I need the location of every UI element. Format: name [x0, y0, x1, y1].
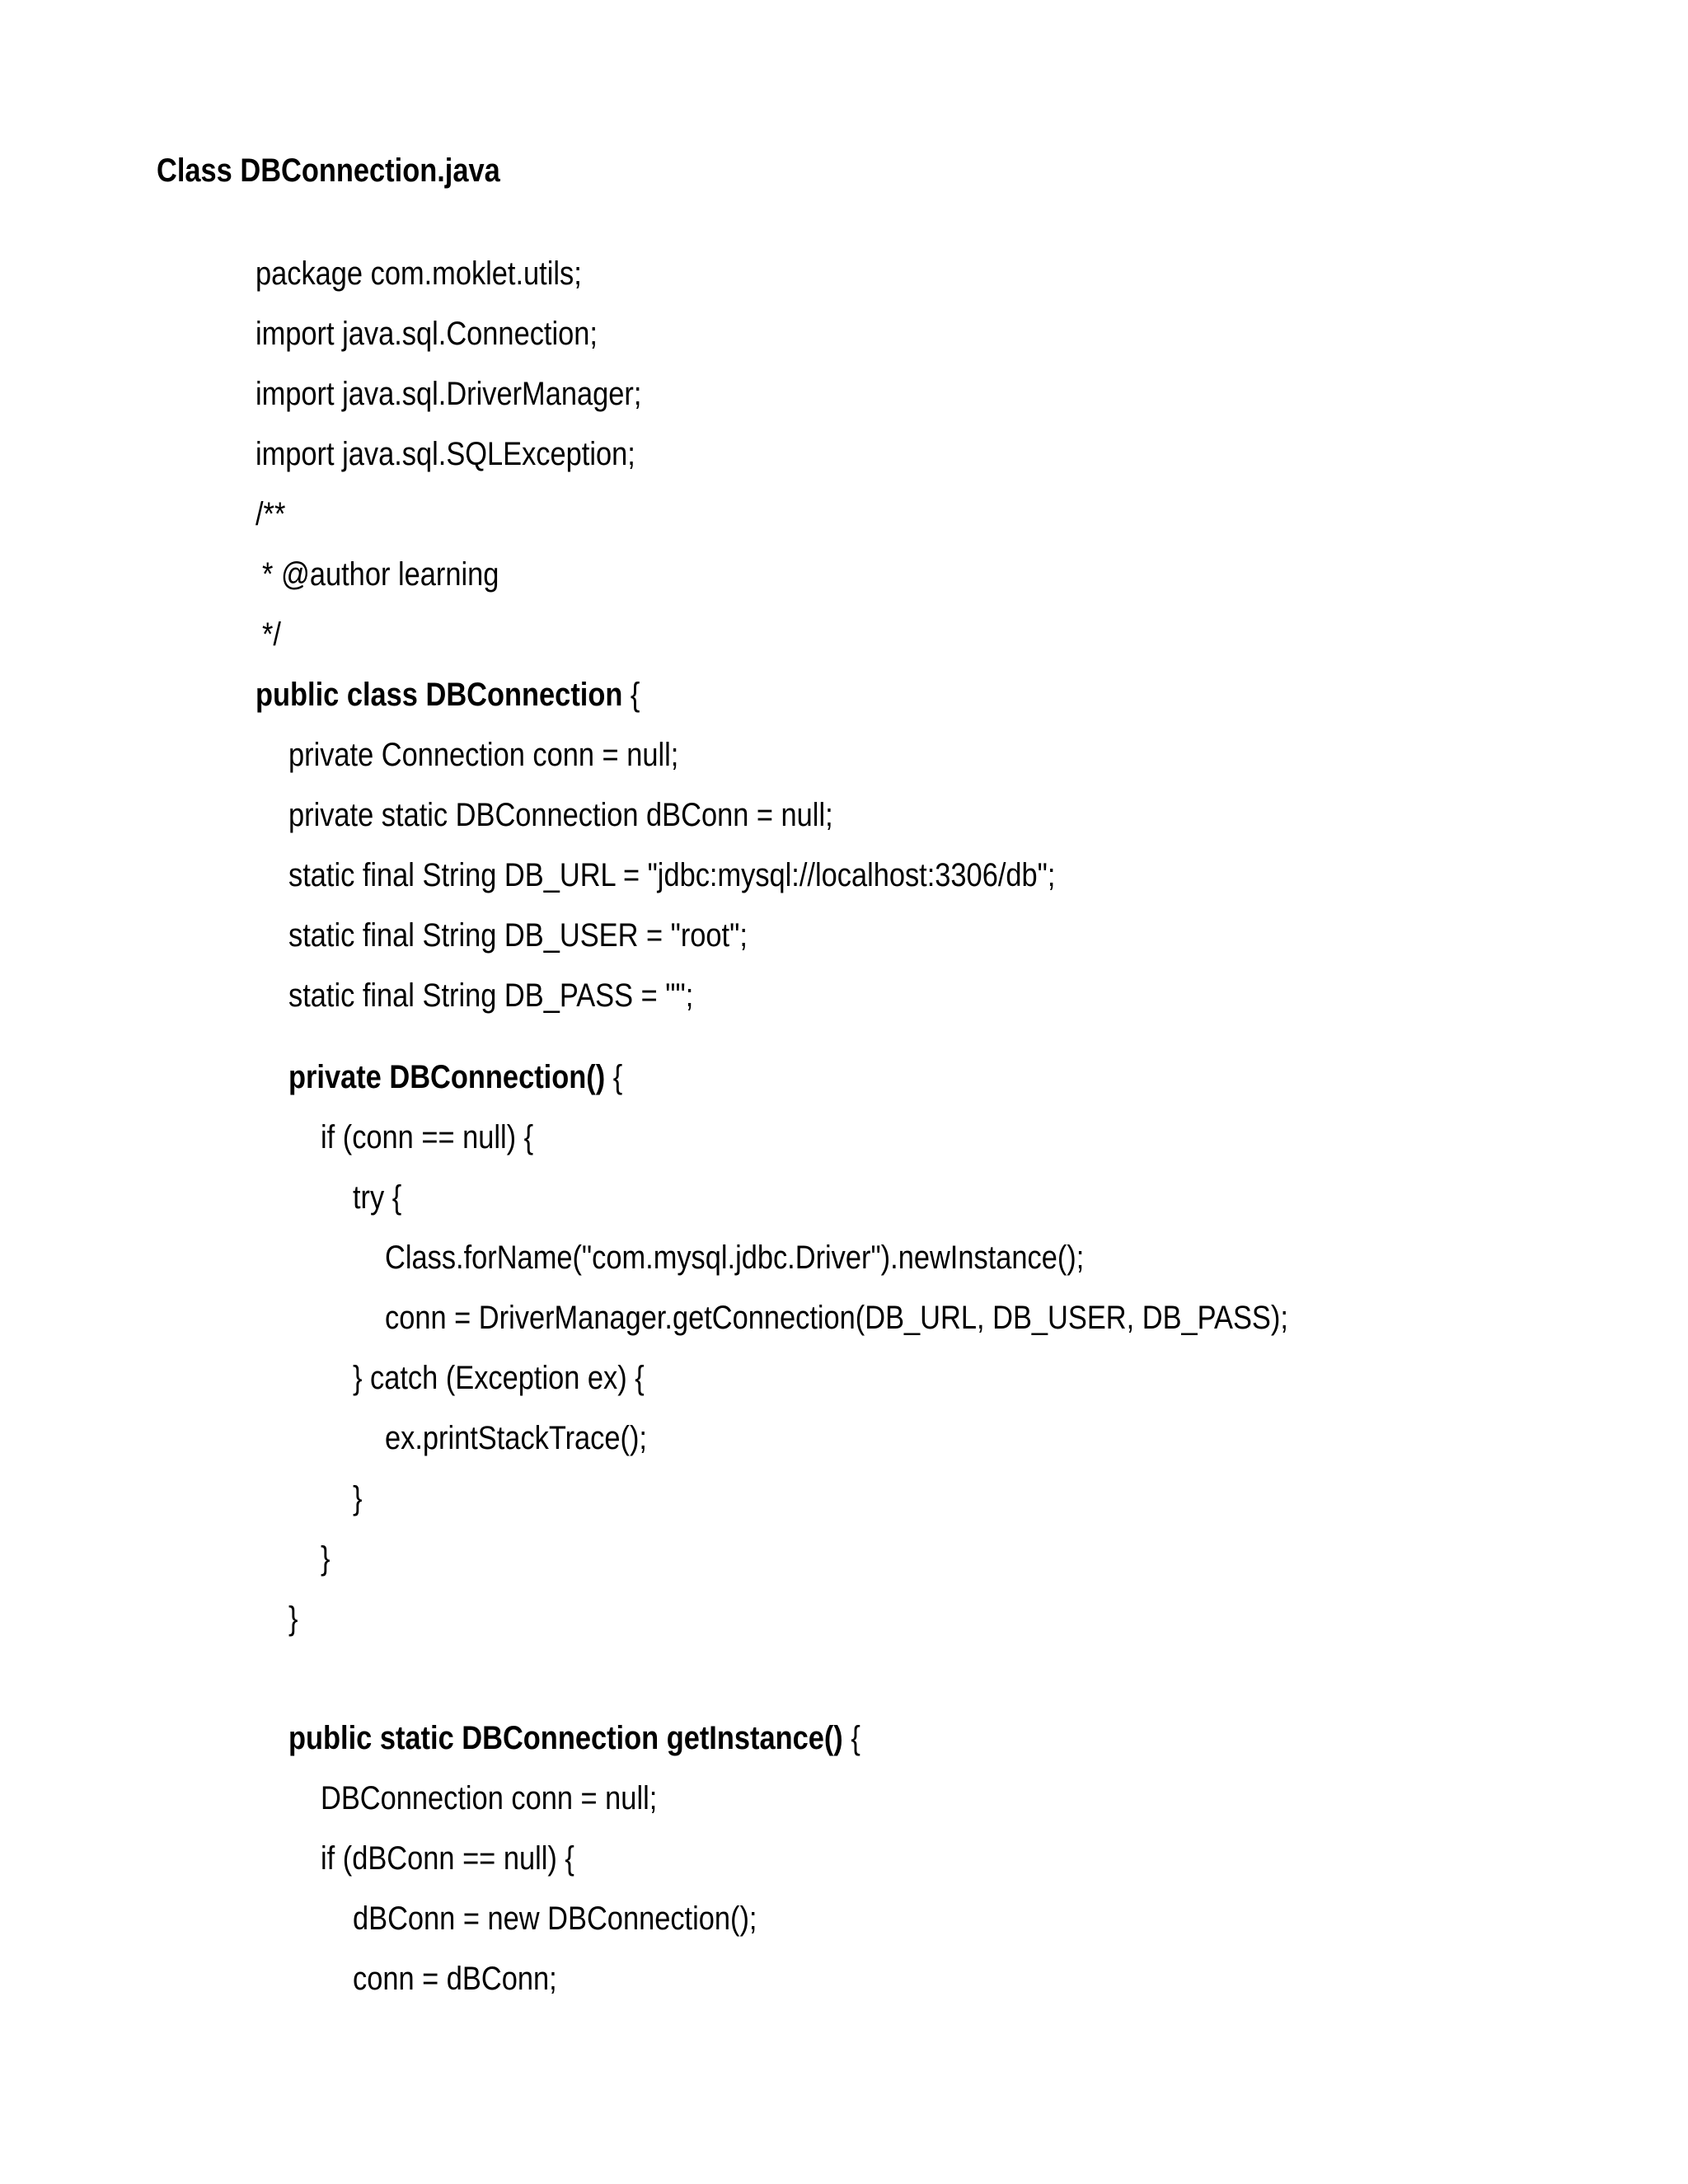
- constructor-declaration-brace: {: [605, 1059, 623, 1095]
- code-line-constructor-if: if (conn == null) {: [321, 1119, 534, 1155]
- code-line-field-dbconn: private static DBConnection dBConn = null;: [288, 797, 833, 833]
- code-line-field-db-url: static final String DB_URL = "jdbc:mysql://localhost:3306/db";: [288, 857, 1056, 893]
- code-line-getinstance-assign: conn = dBConn;: [353, 1961, 557, 1997]
- code-line-field-db-pass: static final String DB_PASS = "";: [288, 977, 694, 1014]
- code-line-constructor-close: }: [288, 1601, 298, 1637]
- code-line-field-conn: private Connection conn = null;: [288, 737, 679, 773]
- code-line-getinstance-declaration: [288, 1718, 860, 1758]
- code-line-constructor-try: try {: [353, 1179, 402, 1216]
- code-line-import-sqlexception: import java.sql.SQLException;: [256, 436, 635, 472]
- document-title: Class DBConnection.java: [157, 152, 500, 189]
- code-line-class-declaration: [256, 675, 640, 715]
- constructor-declaration-keyword: private DBConnection(): [288, 1059, 606, 1095]
- code-line-comment-close: */: [262, 616, 281, 653]
- code-line-field-db-user: static final String DB_USER = "root";: [288, 917, 748, 954]
- class-declaration-brace: {: [622, 677, 640, 713]
- code-line-constructor-close-if: }: [321, 1540, 331, 1577]
- code-line-getinstance-new: dBConn = new DBConnection();: [353, 1900, 757, 1937]
- code-line-constructor-close-catch: }: [353, 1480, 363, 1516]
- code-line-constructor-catch: } catch (Exception ex) {: [353, 1360, 645, 1396]
- code-line-import-drivermanager: import java.sql.DriverManager;: [256, 376, 642, 412]
- getinstance-declaration-keyword: public static DBConnection getInstance(): [288, 1720, 843, 1756]
- code-line-package: package com.moklet.utils;: [256, 255, 582, 292]
- code-line-getinstance-local: DBConnection conn = null;: [321, 1780, 658, 1816]
- class-declaration-keyword: public class DBConnection: [256, 677, 623, 713]
- code-line-constructor-getconnection: conn = DriverManager.getConnection(DB_URL, DB_USER, DB_PASS);: [385, 1300, 1288, 1336]
- getinstance-declaration-brace: {: [842, 1720, 860, 1756]
- code-line-getinstance-if: if (dBConn == null) {: [321, 1840, 574, 1877]
- code-line-constructor-printstacktrace: ex.printStackTrace();: [385, 1420, 647, 1456]
- code-line-comment-author: * @author learning: [262, 556, 499, 593]
- code-line-import-connection: import java.sql.Connection;: [256, 316, 598, 352]
- code-line-constructor-declaration: [288, 1057, 622, 1097]
- code-line-constructor-forname: Class.forName("com.mysql.jdbc.Driver").newInstance();: [385, 1240, 1085, 1276]
- code-line-comment-open: /**: [256, 496, 286, 532]
